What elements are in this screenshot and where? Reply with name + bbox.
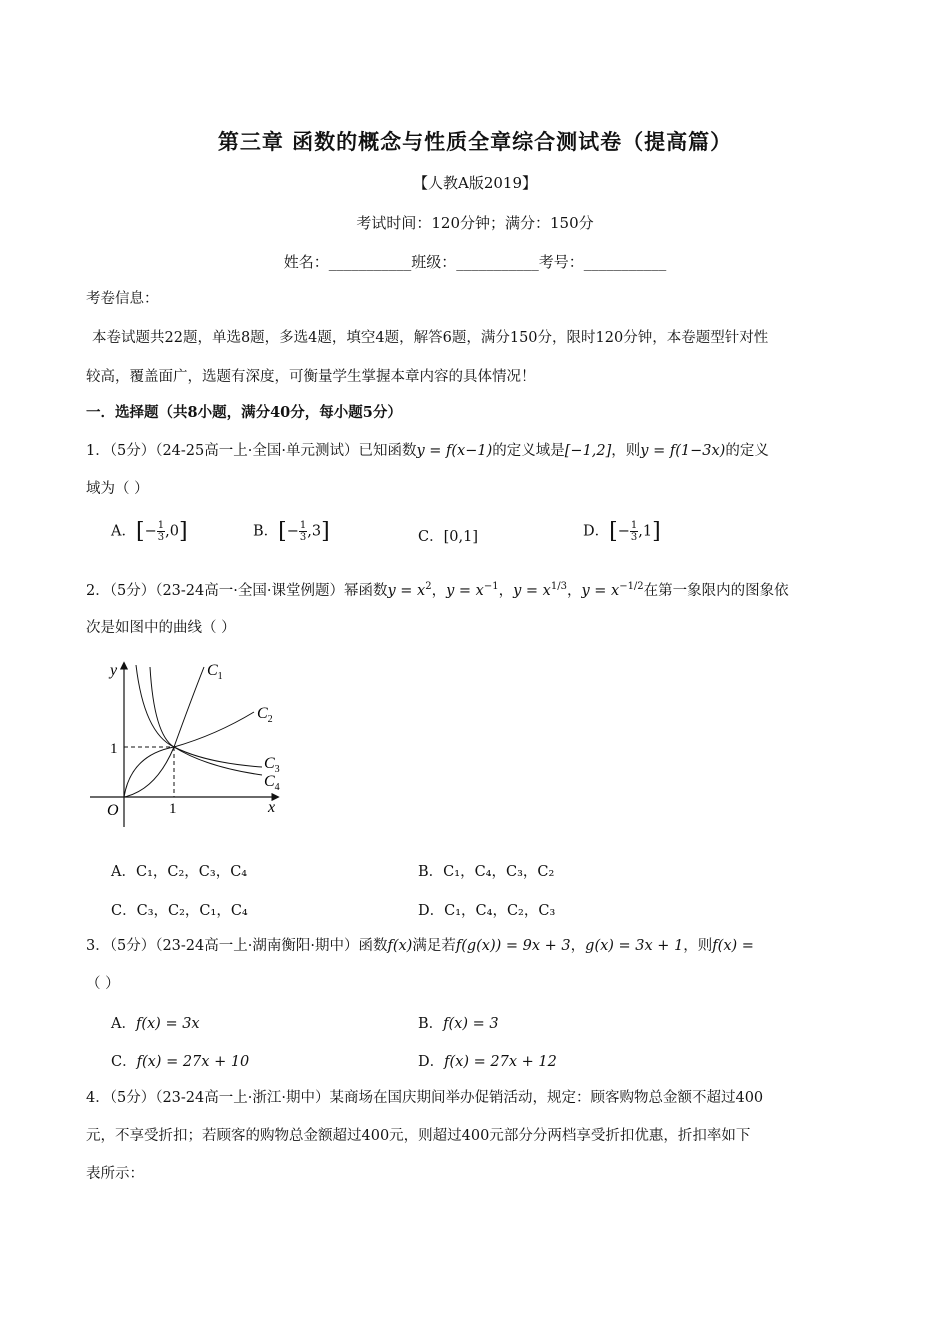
edition-label: 【人教A版2019】 [412, 174, 537, 192]
question-4-stem-2: 元，不享受折扣；若顾客的购物总金额超过400元，则超过400元部分分两档享受折扣优惠，折扣率如下 [86, 1128, 751, 1144]
q3-option-d[interactable]: D．f(x) = 27x + 12 [418, 1054, 557, 1070]
curve-c2 [124, 712, 254, 797]
c1-label: $C_1$ [207, 662, 223, 682]
question-2-stem: 2．（5分）（23-24高一·全国·课堂例题）幂函数$y = x^2$，$y = x^{-1}$，$y = x^{1/3}$，$y = x^{-1/2}$在第一象限内的图象依 [86, 581, 789, 599]
y-axis-label: y [110, 662, 118, 679]
q1-option-d[interactable]: D．[− $\frac{1}{3}$ ,1] [583, 519, 661, 544]
intro-line-2: 较高，覆盖面广，选题有深度，可衡量学生掌握本章内容的具体情况！ [86, 369, 536, 385]
intro-label: 考卷信息： [86, 291, 159, 307]
question-1-stem: 1．（5分）（24-25高一上·全国·单元测试）已知函数y = f(x−1)的定义域是[−1,2]，则y = f(1−3x)的定义 [86, 443, 769, 459]
power-function-figure [86, 655, 286, 835]
q1-option-b[interactable]: B．[− $\frac{1}{3}$ ,3] [253, 519, 330, 544]
page-title: 第三章 函数的概念与性质全章综合测试卷（提高篇） [217, 129, 733, 154]
question-2-stem-2: 次是如图中的曲线（ ） [86, 620, 236, 636]
exam-info: 考试时间：120分钟；满分：150分 [356, 214, 594, 232]
section-heading: 一．选择题（共8小题，满分40分，每小题5分） [86, 404, 402, 421]
q1-option-a[interactable]: A．[− $\frac{1}{3}$ ,0] [111, 519, 188, 544]
c4-label: $C_4$ [264, 773, 280, 793]
q3-option-b[interactable]: B．f(x) = 3 [418, 1016, 499, 1032]
q1-option-c[interactable]: C．[0,1] [418, 529, 478, 545]
question-3-stem: 3．（5分）（23-24高一上·湖南衡阳·期中）函数f(x)满足若f(g(x)) = 9x + 3，g(x) = 3x + 1，则f(x) = [86, 938, 754, 954]
origin-label: O [107, 802, 119, 819]
x-one-label: 1 [169, 801, 177, 817]
c2-label: $C_2$ [257, 705, 273, 725]
q2-option-b[interactable]: B．C₁，C₄，C₃，C₂ [418, 864, 555, 880]
student-fields: 姓名：___________班级：___________考号：___________ [283, 253, 667, 271]
question-3-stem-2: （ ） [86, 976, 120, 992]
q2-option-a[interactable]: A．C₁，C₂，C₃，C₄ [111, 864, 248, 880]
curve-c1 [124, 667, 204, 797]
question-4-stem: 4．（5分）（23-24高一上·浙江·期中）某商场在国庆期间举办促销活动，规定：顾客购物总金额不超过400 [86, 1090, 764, 1106]
q2-option-c[interactable]: C．C₃，C₂，C₁，C₄ [111, 903, 248, 919]
q3-option-c[interactable]: C．f(x) = 27x + 10 [111, 1054, 250, 1070]
question-4-stem-3: 表所示： [86, 1166, 144, 1182]
q3-option-a[interactable]: A．f(x) = 3x [111, 1016, 200, 1032]
x-axis-label: x [268, 799, 276, 816]
question-1-stem-2: 域为（ ） [86, 481, 149, 497]
q2-option-d[interactable]: D．C₁，C₄，C₂，C₃ [418, 903, 556, 919]
c3-label: $C_3$ [264, 755, 280, 775]
intro-line-1: 本卷试题共22题，单选8题，多选4题，填空4题，解答6题，满分150分，限时120分钟，本卷题型针对性 [92, 330, 769, 346]
y-one-label: 1 [110, 741, 118, 757]
